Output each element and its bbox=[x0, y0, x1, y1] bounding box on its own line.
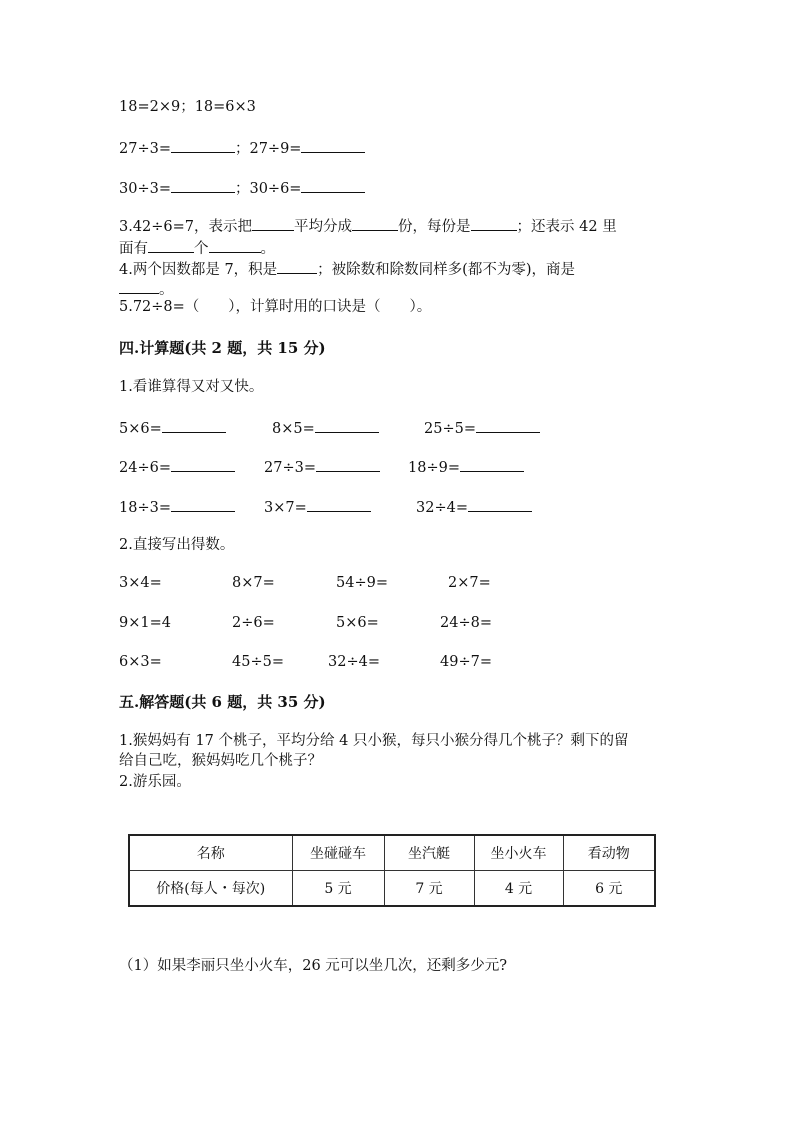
answer-blank[interactable] bbox=[301, 137, 365, 153]
calc-item: 32÷4= bbox=[328, 654, 380, 670]
answer-blank[interactable] bbox=[162, 417, 226, 433]
question-text: 给自己吃，猴妈妈吃几个桃子？ bbox=[119, 753, 322, 769]
question-title: 1.看谁算得又对又快。 bbox=[119, 379, 264, 395]
table-cell: 7 元 bbox=[384, 871, 474, 907]
calc-row bbox=[0, 496, 794, 516]
question-text: 1.猴妈妈有 17 个桃子，平均分给 4 只小猴，每只小猴分得几个桃子？剩下的留 bbox=[119, 733, 629, 749]
oral-calc-row bbox=[0, 573, 794, 593]
sub-question: （1）如果李丽只坐小火车，26 元可以坐几次，还剩多少元? bbox=[119, 958, 508, 974]
answer-blank[interactable] bbox=[171, 496, 235, 512]
table-cell: 5 元 bbox=[292, 871, 384, 907]
question-text: 。 bbox=[260, 241, 275, 257]
question-text: 平均分成 bbox=[294, 219, 353, 235]
question-text: ；被除数和除数同样多(都不为零)，商是 bbox=[317, 262, 575, 278]
expr: 27÷3= bbox=[119, 141, 171, 157]
calc-item: 27÷3= bbox=[264, 456, 380, 478]
calc-item: 24÷8= bbox=[440, 615, 492, 631]
section-heading: 四.计算题(共 2 题，共 15 分) bbox=[119, 339, 326, 357]
table-cell: 名称 bbox=[129, 835, 292, 871]
calc-item: 8×5= bbox=[272, 417, 379, 439]
calc-item: 2÷6= bbox=[232, 615, 275, 631]
answer-blank[interactable] bbox=[171, 177, 235, 193]
calc-item: 18÷9= bbox=[408, 456, 524, 478]
oral-calc-row bbox=[0, 652, 794, 672]
answer-blank[interactable] bbox=[171, 456, 235, 472]
question-5: 5.72÷8=（ ），计算时用的口诀是（ ）。 bbox=[119, 299, 432, 315]
calc-item: 5×6= bbox=[336, 615, 379, 631]
calc-item: 54÷9= bbox=[336, 575, 388, 591]
answer-blank[interactable] bbox=[171, 137, 235, 153]
expr: 30÷3= bbox=[119, 181, 171, 197]
answer-blank[interactable] bbox=[277, 258, 317, 274]
answer-blank[interactable] bbox=[476, 417, 540, 433]
answer-blank[interactable] bbox=[316, 456, 380, 472]
calc-row bbox=[0, 417, 794, 437]
table-row bbox=[129, 871, 655, 907]
answer-blank[interactable] bbox=[301, 177, 365, 193]
answer-blank[interactable] bbox=[352, 215, 398, 231]
table-cell: 坐碰碰车 bbox=[292, 835, 384, 871]
answer-blank[interactable] bbox=[209, 237, 261, 253]
table-header-row bbox=[129, 835, 655, 871]
question-text: 个 bbox=[194, 241, 209, 257]
answer-blank[interactable] bbox=[148, 237, 194, 253]
calc-item: 49÷7= bbox=[440, 654, 492, 670]
answer-blank[interactable] bbox=[307, 496, 371, 512]
question-text: 3.42÷6=7，表示把 bbox=[119, 219, 253, 235]
price-table bbox=[128, 834, 656, 907]
calc-item: 3×7= bbox=[264, 496, 371, 518]
equation-line: 18=2×9；18=6×3 bbox=[119, 99, 256, 115]
question-text: 面有 bbox=[119, 241, 148, 257]
question-3 bbox=[119, 215, 617, 237]
question-text: 。 bbox=[159, 282, 174, 298]
fill-blank-line bbox=[119, 137, 365, 159]
calc-item: 8×7= bbox=[232, 575, 275, 591]
calc-item: 24÷6= bbox=[119, 456, 235, 478]
calc-row bbox=[0, 456, 794, 476]
calc-item: 5×6= bbox=[119, 417, 226, 439]
fill-blank-line bbox=[119, 177, 365, 199]
question-text: 4.两个因数都是 7，积是 bbox=[119, 262, 278, 278]
table-cell: 坐小火车 bbox=[474, 835, 563, 871]
oral-calc-row bbox=[0, 613, 794, 633]
question-text: 份，每份是 bbox=[398, 219, 471, 235]
question-3-cont bbox=[119, 237, 275, 259]
expr: ；30÷6= bbox=[234, 181, 302, 197]
table-cell: 看动物 bbox=[563, 835, 655, 871]
answer-blank[interactable] bbox=[460, 456, 524, 472]
question-title: 2.直接写出得数。 bbox=[119, 537, 235, 553]
question-title: 2.游乐园。 bbox=[119, 774, 191, 790]
table-cell: 6 元 bbox=[563, 871, 655, 907]
table-cell: 坐汽艇 bbox=[384, 835, 474, 871]
answer-blank[interactable] bbox=[471, 215, 517, 231]
answer-blank[interactable] bbox=[468, 496, 532, 512]
section-heading: 五.解答题(共 6 题，共 35 分) bbox=[119, 693, 326, 711]
answer-blank[interactable] bbox=[315, 417, 379, 433]
calc-item: 3×4= bbox=[119, 575, 162, 591]
calc-item: 6×3= bbox=[119, 654, 162, 670]
expr: ；27÷9= bbox=[234, 141, 302, 157]
question-4 bbox=[119, 258, 575, 280]
calc-item: 45÷5= bbox=[232, 654, 284, 670]
table-cell: 4 元 bbox=[474, 871, 563, 907]
calc-item: 32÷4= bbox=[416, 496, 532, 518]
calc-item: 9×1=4 bbox=[119, 615, 171, 631]
calc-item: 25÷5= bbox=[424, 417, 540, 439]
question-text: ；还表示 42 里 bbox=[516, 219, 617, 235]
answer-blank[interactable] bbox=[119, 278, 159, 294]
answer-blank[interactable] bbox=[252, 215, 294, 231]
calc-item: 18÷3= bbox=[119, 496, 235, 518]
calc-item: 2×7= bbox=[448, 575, 491, 591]
table-cell: 价格(每人・每次) bbox=[129, 871, 292, 907]
